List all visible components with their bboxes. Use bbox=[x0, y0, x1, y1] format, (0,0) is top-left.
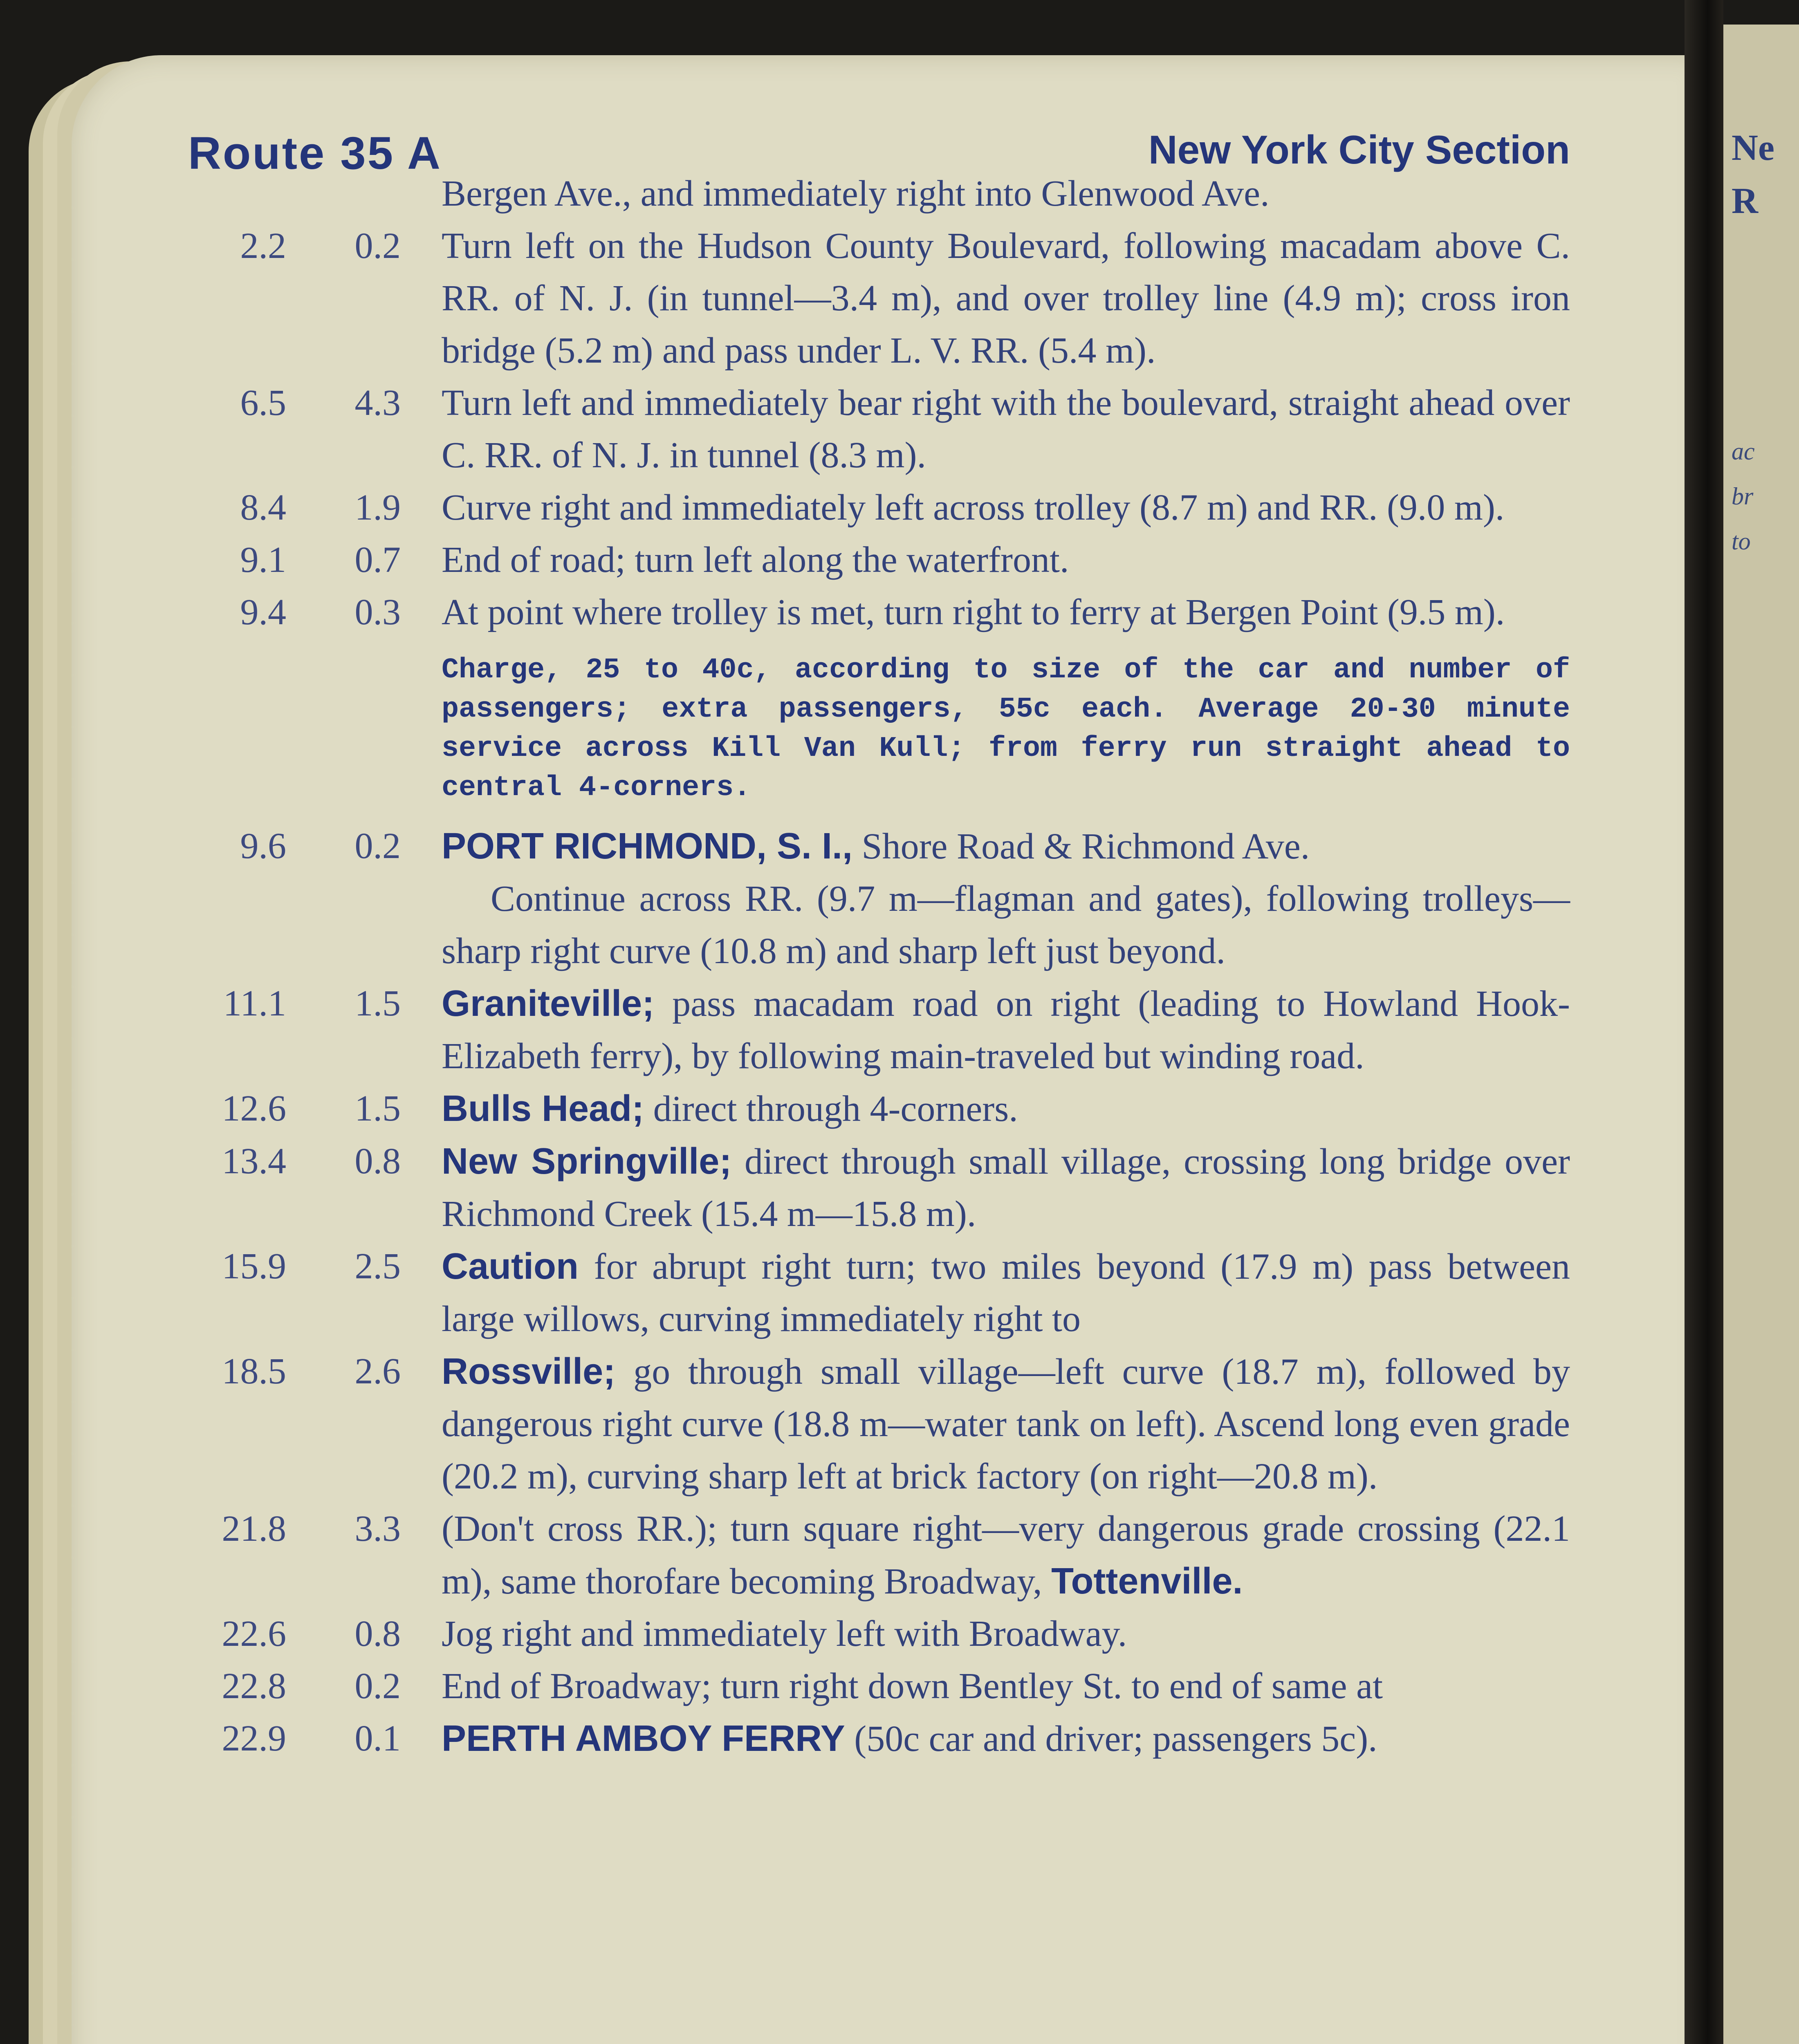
step-mileage: 0.2 bbox=[354, 826, 401, 866]
cumulative-mileage: 13.4 bbox=[222, 1141, 286, 1181]
step-mileage: 1.9 bbox=[354, 487, 401, 528]
direction-segment: direct through 4-corners. bbox=[644, 1089, 1018, 1129]
next-page-text: R bbox=[1732, 181, 1758, 221]
place-name: New Springville; bbox=[442, 1141, 732, 1182]
direction-segment: (Don't cross RR.); turn square right—very dangerous grade crossing (22.1 m), same thorofare becoming Broadway, bbox=[442, 1508, 1570, 1602]
step-mileage: 0.8 bbox=[354, 1141, 401, 1181]
step-mileage: 0.3 bbox=[354, 592, 401, 632]
direction-entry bbox=[188, 820, 1570, 977]
direction-entry bbox=[188, 977, 1570, 1083]
direction-segment: (50c car and driver; passengers 5c). bbox=[845, 1719, 1377, 1759]
step-mileage: 2.6 bbox=[354, 1351, 401, 1392]
step-mileage: 0.8 bbox=[354, 1614, 401, 1654]
cumulative-mileage: 12.6 bbox=[222, 1088, 286, 1129]
direction-text bbox=[442, 377, 1570, 482]
direction-segment: Curve right and immediately left across trolley (8.7 m) and RR. (9.0 m). bbox=[442, 487, 1505, 528]
ferry-charge-note: Charge, 25 to 40c, according to size of the car and number of passengers; extra passengers, 55c each. Average 20-30 minute service across Kill Van Kull; from ferry run straight ahead to central 4-corners. bbox=[442, 654, 1570, 804]
cumulative-mileage: 21.8 bbox=[222, 1508, 286, 1549]
direction-text bbox=[442, 220, 1570, 377]
step-mileage: 1.5 bbox=[354, 1088, 401, 1129]
direction-segment: Bergen Ave., and immediately right into Glenwood Ave. bbox=[442, 173, 1270, 214]
direction-text bbox=[442, 1240, 1570, 1345]
next-page-fragment bbox=[1723, 25, 1799, 2044]
direction-entry bbox=[188, 220, 1570, 377]
cumulative-mileage: 22.9 bbox=[222, 1718, 286, 1759]
step-mileage: 2.5 bbox=[354, 1246, 401, 1286]
place-name: Bulls Head; bbox=[442, 1088, 644, 1129]
direction-entry bbox=[188, 534, 1570, 586]
place-name: Rossville; bbox=[442, 1351, 616, 1392]
route-directions bbox=[188, 168, 1570, 1765]
section-title: New York City Section bbox=[1148, 127, 1570, 172]
direction-text bbox=[442, 1503, 1570, 1608]
cumulative-mileage: 6.5 bbox=[240, 383, 286, 423]
step-mileage: 3.3 bbox=[354, 1508, 401, 1549]
step-mileage: 0.2 bbox=[354, 226, 401, 266]
place-name: Tottenville. bbox=[1051, 1561, 1243, 1602]
direction-text bbox=[442, 1345, 1570, 1503]
direction-entry bbox=[188, 586, 1570, 639]
cumulative-mileage: 18.5 bbox=[222, 1351, 286, 1392]
next-page-text: to bbox=[1732, 528, 1751, 555]
step-mileage: 0.2 bbox=[354, 1666, 401, 1706]
direction-text bbox=[442, 820, 1570, 873]
place-name: Caution bbox=[442, 1246, 579, 1287]
next-page-text: Ne bbox=[1732, 128, 1774, 168]
direction-segment: Shore Road & Richmond Ave. bbox=[852, 826, 1310, 867]
direction-text bbox=[442, 1660, 1570, 1712]
step-mileage: 1.5 bbox=[354, 983, 401, 1024]
direction-continuation: Continue across RR. (9.7 m—flagman and gates), following trolleys—sharp right curve (10.8 m) and sharp left just beyond. bbox=[442, 879, 1570, 971]
direction-segment: Turn left and immediately bear right with the boulevard, straight ahead over C. RR. of N. J. in tunnel (8.3 m). bbox=[442, 383, 1570, 475]
next-page-text: ac bbox=[1732, 438, 1755, 465]
direction-segment: Jog right and immediately left with Broadway. bbox=[442, 1614, 1127, 1654]
cumulative-mileage: 11.1 bbox=[223, 983, 286, 1024]
direction-segment: At point where trolley is met, turn right to ferry at Bergen Point (9.5 m). bbox=[442, 592, 1505, 632]
direction-text bbox=[442, 482, 1570, 534]
direction-text bbox=[442, 1608, 1570, 1660]
place-name: PORT RICHMOND, S. I., bbox=[442, 826, 853, 867]
cumulative-mileage: 22.6 bbox=[222, 1614, 286, 1654]
direction-segment: for abrupt right turn; two miles beyond (17.9 m) pass between large willows, curving immediately right to bbox=[442, 1246, 1570, 1339]
direction-text bbox=[442, 534, 1570, 586]
direction-entry bbox=[188, 168, 1570, 220]
direction-segment: pass macadam road on right (leading to Howland Hook-Elizabeth ferry), by following main-traveled but winding road. bbox=[442, 984, 1570, 1076]
direction-text bbox=[442, 977, 1570, 1083]
route-title: Route 35 A bbox=[188, 128, 442, 179]
direction-text bbox=[442, 1712, 1570, 1765]
direction-segment: direct through small village, crossing long bridge over Richmond Creek (15.4 m—15.8 m). bbox=[442, 1141, 1570, 1234]
step-mileage: 0.1 bbox=[354, 1718, 401, 1759]
cumulative-mileage: 9.4 bbox=[240, 592, 286, 632]
direction-entry bbox=[188, 1503, 1570, 1608]
direction-segment: Turn left on the Hudson County Boulevard, following macadam above C. RR. of N. J. (in tunnel—3.4 m), and over trolley line (4.9 m); cross iron bridge (5.2 m) and pass under L. V. RR. (5.4 m). bbox=[442, 226, 1570, 371]
direction-text bbox=[442, 1083, 1570, 1135]
cumulative-mileage: 2.2 bbox=[240, 226, 286, 266]
step-mileage: 4.3 bbox=[354, 383, 401, 423]
step-mileage: 0.7 bbox=[354, 540, 401, 580]
place-name: Graniteville; bbox=[442, 983, 655, 1024]
book-gutter bbox=[1685, 0, 1723, 2044]
direction-entry bbox=[188, 1608, 1570, 1660]
cumulative-mileage: 9.1 bbox=[240, 540, 286, 580]
cumulative-mileage: 15.9 bbox=[222, 1246, 286, 1286]
cumulative-mileage: 22.8 bbox=[222, 1666, 286, 1706]
direction-entry bbox=[188, 1660, 1570, 1712]
direction-segment: go through small village—left curve (18.7 m), followed by dangerous right curve (18.8 m—water tank on left). Ascend long even grade (20.2 m), curving sharp left at brick factory (on right—20.8 m). bbox=[442, 1351, 1570, 1497]
next-page-text: br bbox=[1732, 483, 1754, 510]
direction-entry bbox=[188, 482, 1570, 534]
direction-text bbox=[442, 168, 1570, 220]
direction-entry bbox=[188, 1083, 1570, 1135]
place-name: PERTH AMBOY FERRY bbox=[442, 1718, 845, 1759]
direction-segment: End of road; turn left along the waterfront. bbox=[442, 540, 1069, 580]
cumulative-mileage: 9.6 bbox=[240, 826, 286, 866]
direction-entry bbox=[188, 1135, 1570, 1240]
direction-segment: End of Broadway; turn right down Bentley St. to end of same at bbox=[442, 1666, 1383, 1706]
cumulative-mileage: 8.4 bbox=[240, 487, 286, 528]
direction-text bbox=[442, 586, 1570, 639]
direction-entry bbox=[188, 1240, 1570, 1345]
direction-entry bbox=[188, 377, 1570, 482]
direction-text bbox=[442, 1135, 1570, 1240]
direction-entry bbox=[188, 1345, 1570, 1503]
direction-entry bbox=[188, 1712, 1570, 1765]
